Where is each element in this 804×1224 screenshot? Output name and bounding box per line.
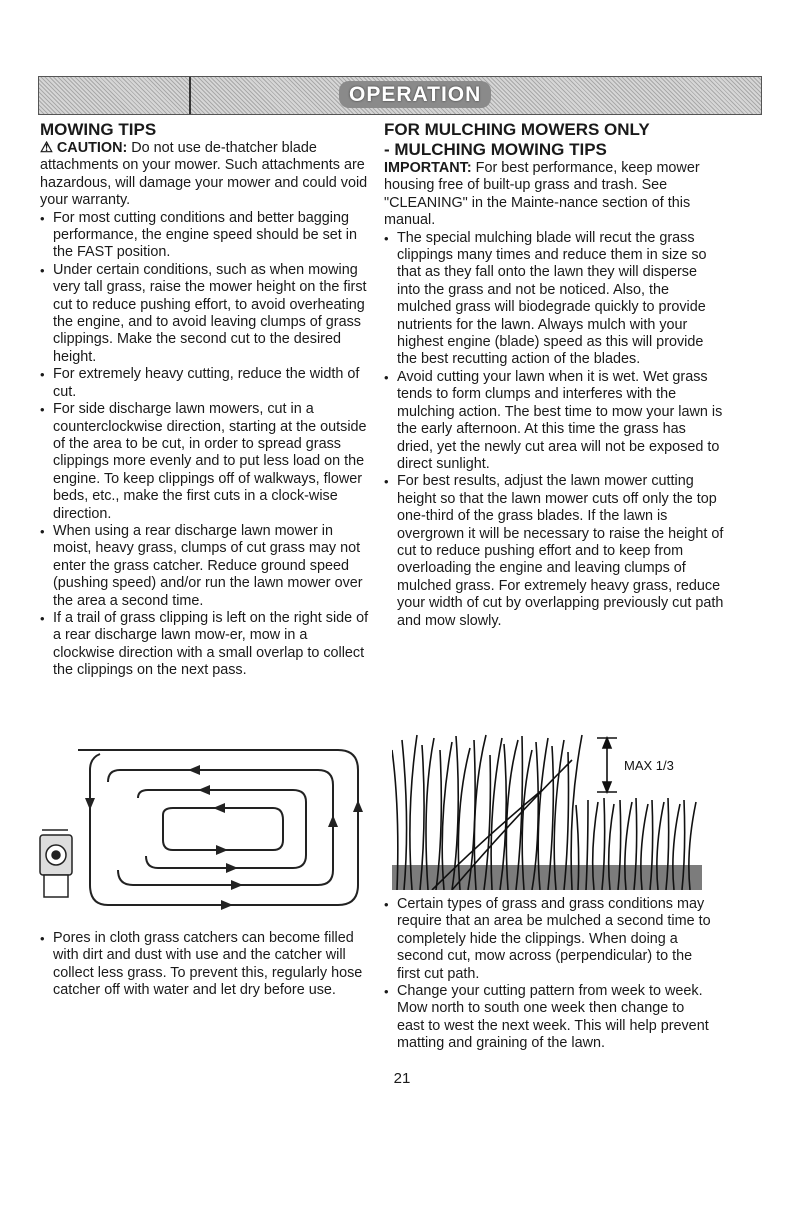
- mulching-mowers-heading: FOR MULCHING MOWERS ONLY: [384, 120, 650, 139]
- right-bottom-section: [384, 896, 714, 1053]
- mulching-extra-tips-list: [384, 896, 714, 1053]
- left-bottom-section: [40, 930, 370, 1000]
- page-number: 21: [393, 1070, 411, 1087]
- list-item: • For extremely heavy cutting, reduce the width of cut.: [40, 366, 370, 401]
- important-text: For best performance, keep mower housing free of built-up grass and trash. See "CLEANING" in the Mainte-nance section of this manual.: [384, 160, 700, 229]
- caution-paragraph: [40, 140, 370, 210]
- warning-triangle-icon: ⚠: [40, 140, 53, 156]
- list-item: • Under certain conditions, such as when mowing very tall grass, raise the mower height on the first cut to reduce pushing effort, to avoid overheating the engine, and to avoid leaving clumps of grass clippings. Make the second cut to the desired height.: [40, 262, 370, 366]
- list-item: • If a trail of grass clipping is left on the right side of a rear discharge lawn mow-er, mow in a clockwise direction with a small overlap to collect the clippings on the next pass.: [40, 610, 370, 680]
- mowing-tips-heading: MOWING TIPS: [40, 120, 157, 139]
- mulching-tips-heading: - MULCHING MOWING TIPS: [384, 140, 607, 159]
- banner-divider: [189, 77, 191, 114]
- list-item: • Change your cutting pattern from week to week. Mow north to south one week then change to east to west the next week. This will help prevent matting and graining of the lawn.: [384, 983, 714, 1053]
- catcher-tips-list: [40, 930, 370, 1000]
- grass-height-illustration: [392, 730, 702, 890]
- grass-base-shading: [392, 865, 702, 890]
- mowing-tips-list: [40, 210, 370, 680]
- section-banner: [38, 76, 762, 115]
- max-height-label: MAX 1/3: [624, 758, 674, 773]
- list-item: • When using a rear discharge lawn mower in moist, heavy grass, clumps of cut grass may not enter the grass catcher. Reduce ground speed (pushing speed) and/or run the lawn mower over the area a second time.: [40, 523, 370, 610]
- mowing-pattern-diagram: [38, 740, 370, 912]
- important-label: IMPORTANT:: [384, 160, 472, 176]
- caution-label: CAUTION:: [56, 140, 128, 156]
- right-column: [384, 120, 724, 630]
- max-height-indicator: [597, 738, 617, 792]
- caution-text: Do not use de-thatcher blade attachments on your mower. Such attachments are hazardous, will damage your mower and could void your warranty.: [40, 140, 368, 209]
- important-paragraph: [384, 160, 724, 230]
- left-column: [40, 120, 370, 680]
- mulching-tips-list: [384, 230, 724, 630]
- list-item: • The special mulching blade will recut the grass clippings many times and reduce them in size so that as they fall onto the lawn they will disperse into the grass and not be noticed. Also, the mulched grass will biodegrade quickly to provide nutrients for the lawn. Always mulch with your highest engine (blade) speed as this will provide the best recutting action of the blades.: [384, 230, 724, 369]
- list-item: • For best results, adjust the lawn mower cutting height so that the lawn mower cuts off only the top one-third of the grass blades. If the lawn is overgrown it will be necessary to raise the height of cut to reduce pushing effort and to keep from overloading the engine and leaving clumps of mulched grass. For extremely heavy grass, reduce your width of cut by overlapping previously cut path and mow slowly.: [384, 473, 724, 630]
- list-item: • For most cutting conditions and better bagging performance, the engine speed should be set in the FAST position.: [40, 210, 370, 262]
- mower-icon: [40, 830, 72, 897]
- section-title: OPERATION: [339, 81, 491, 108]
- list-item: • Avoid cutting your lawn when it is wet. Wet grass tends to form clumps and interferes with the mulching action. The best time to mow your lawn is the early afternoon. At this time the grass has dried, yet the newly cut area will not be exposed to direct sunlight.: [384, 369, 724, 473]
- list-item: • For side discharge lawn mowers, cut in a counterclockwise direction, starting at the outside of the area to be cut, in order to spread grass clippings more evenly and to put less load on the engine. To keep clippings off of walkways, flower beds, etc., make the first cuts in a clock-wise direction.: [40, 401, 370, 523]
- list-item: • Certain types of grass and grass conditions may require that an area be mulched a second time to completely hide the clippings. When doing a second cut, mow across (perpendicular) to the first cut path.: [384, 896, 714, 983]
- list-item: • Pores in cloth grass catchers can become filled with dirt and dust with use and the catcher will collect less grass. To prevent this, regularly hose catcher off with water and let dry before use.: [40, 930, 370, 1000]
